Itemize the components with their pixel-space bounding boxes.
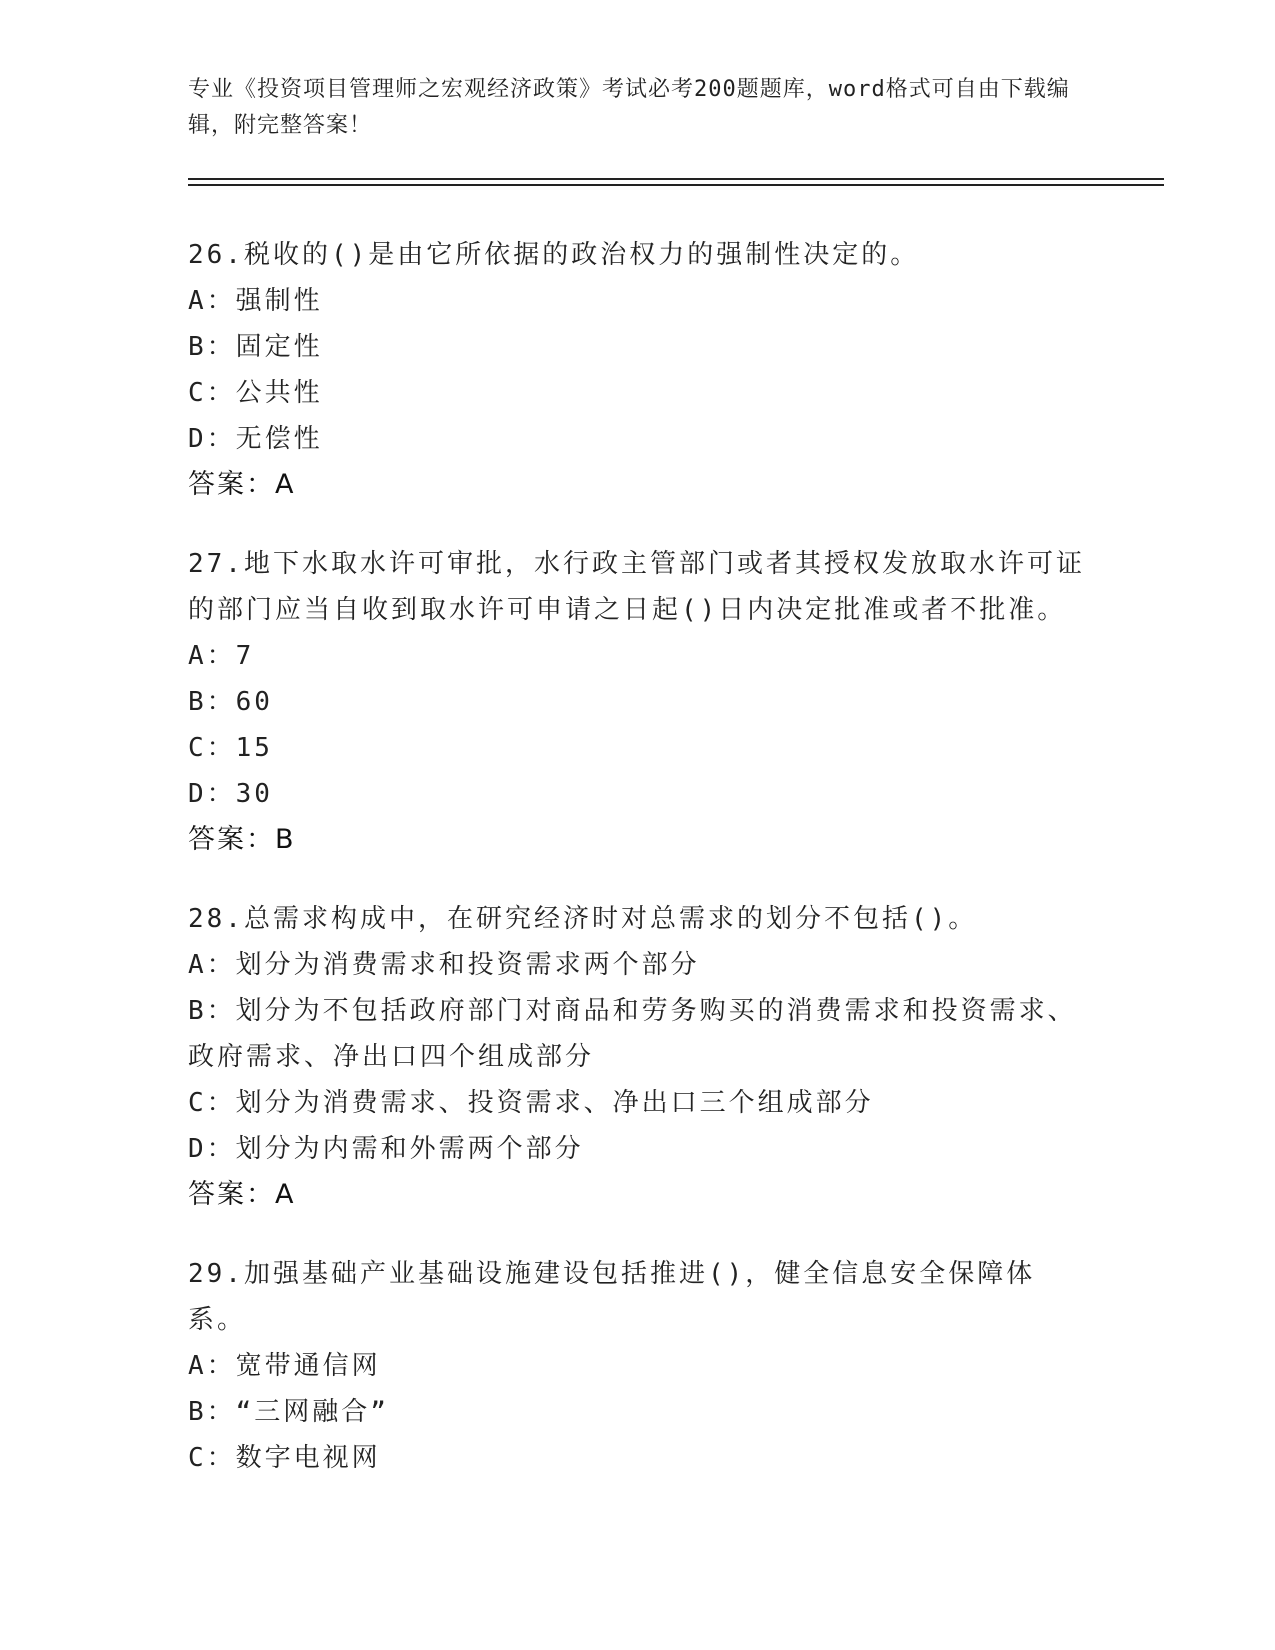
option-b <box>188 679 1088 725</box>
option-text: 划分为不包括政府部门对商品和劳务购买的消费需求和投资需求、政府需求、净出口四个组成部分 <box>188 996 1077 1072</box>
option-text: 60 <box>235 687 273 717</box>
question-stem <box>188 541 1088 633</box>
option-label: C： <box>188 1443 236 1473</box>
question-26 <box>188 232 1088 508</box>
option-a <box>188 1343 1088 1389</box>
option-label: D： <box>188 779 236 809</box>
question-list <box>188 232 1088 1514</box>
question-text: 税收的()是由它所依据的政治权力的强制性决定的。 <box>243 240 920 270</box>
answer-prefix: 答案： <box>188 1179 275 1210</box>
option-b <box>188 324 1088 370</box>
question-text: 总需求构成中，在研究经济时对总需求的划分不包括()。 <box>243 904 978 934</box>
header-divider-top <box>188 178 1164 180</box>
option-label: C： <box>188 733 236 763</box>
option-d <box>188 1126 1088 1172</box>
option-d <box>188 771 1088 817</box>
option-c <box>188 1080 1088 1126</box>
option-text: 划分为消费需求和投资需求两个部分 <box>235 950 700 980</box>
option-label: B： <box>188 1397 236 1427</box>
option-text: 7 <box>235 641 255 671</box>
option-text: 划分为内需和外需两个部分 <box>235 1134 584 1164</box>
document-header: 专业《投资项目管理师之宏观经济政策》考试必考200题题库，word格式可自由下载编辑，附完整答案！ <box>188 77 1070 138</box>
question-number: 29. <box>188 1259 244 1289</box>
answer-line <box>188 817 1088 863</box>
option-c <box>188 1435 1088 1481</box>
question-28 <box>188 896 1088 1218</box>
option-b <box>188 1389 1088 1435</box>
answer-value: A <box>275 1179 296 1210</box>
option-text: 数字电视网 <box>235 1443 381 1473</box>
question-text: 地下水取水许可审批，水行政主管部门或者其授权发放取水许可证的部门应当自收到取水许可申请之日起()日内决定批准或者不批准。 <box>188 549 1085 625</box>
option-label: B： <box>188 996 236 1026</box>
answer-line <box>188 462 1088 508</box>
question-27 <box>188 541 1088 863</box>
option-a <box>188 942 1088 988</box>
question-number: 27. <box>188 549 244 579</box>
option-d <box>188 416 1088 462</box>
option-label: C： <box>188 378 236 408</box>
option-text: 无偿性 <box>235 424 323 454</box>
option-text: 划分为消费需求、投资需求、净出口三个组成部分 <box>235 1088 874 1118</box>
option-c <box>188 370 1088 416</box>
option-text: 强制性 <box>235 286 323 316</box>
question-stem <box>188 1251 1088 1343</box>
answer-value: A <box>275 469 296 500</box>
option-label: D： <box>188 1134 236 1164</box>
option-label: A： <box>188 286 236 316</box>
option-c <box>188 725 1088 771</box>
option-label: C： <box>188 1088 236 1118</box>
option-text: 公共性 <box>235 378 323 408</box>
answer-value: B <box>275 824 296 855</box>
option-b <box>188 988 1088 1080</box>
option-text: 30 <box>235 779 273 809</box>
option-text: 宽带通信网 <box>235 1351 381 1381</box>
option-label: B： <box>188 687 236 717</box>
option-label: B： <box>188 332 236 362</box>
answer-prefix: 答案： <box>188 824 275 855</box>
question-29 <box>188 1251 1088 1481</box>
option-text: 15 <box>235 733 273 763</box>
option-label: A： <box>188 641 236 671</box>
option-label: D： <box>188 424 236 454</box>
answer-line <box>188 1172 1088 1218</box>
option-a <box>188 633 1088 679</box>
question-stem <box>188 896 1088 942</box>
header-divider-bottom <box>188 184 1164 186</box>
option-text: 固定性 <box>235 332 323 362</box>
option-a <box>188 278 1088 324</box>
option-text: “三网融合” <box>235 1397 389 1427</box>
option-label: A： <box>188 950 236 980</box>
question-text: 加强基础产业基础设施建设包括推进()，健全信息安全保障体系。 <box>188 1259 1036 1335</box>
option-label: A： <box>188 1351 236 1381</box>
question-number: 28. <box>188 904 244 934</box>
question-number: 26. <box>188 240 244 270</box>
question-stem <box>188 232 1088 278</box>
answer-prefix: 答案： <box>188 469 275 500</box>
